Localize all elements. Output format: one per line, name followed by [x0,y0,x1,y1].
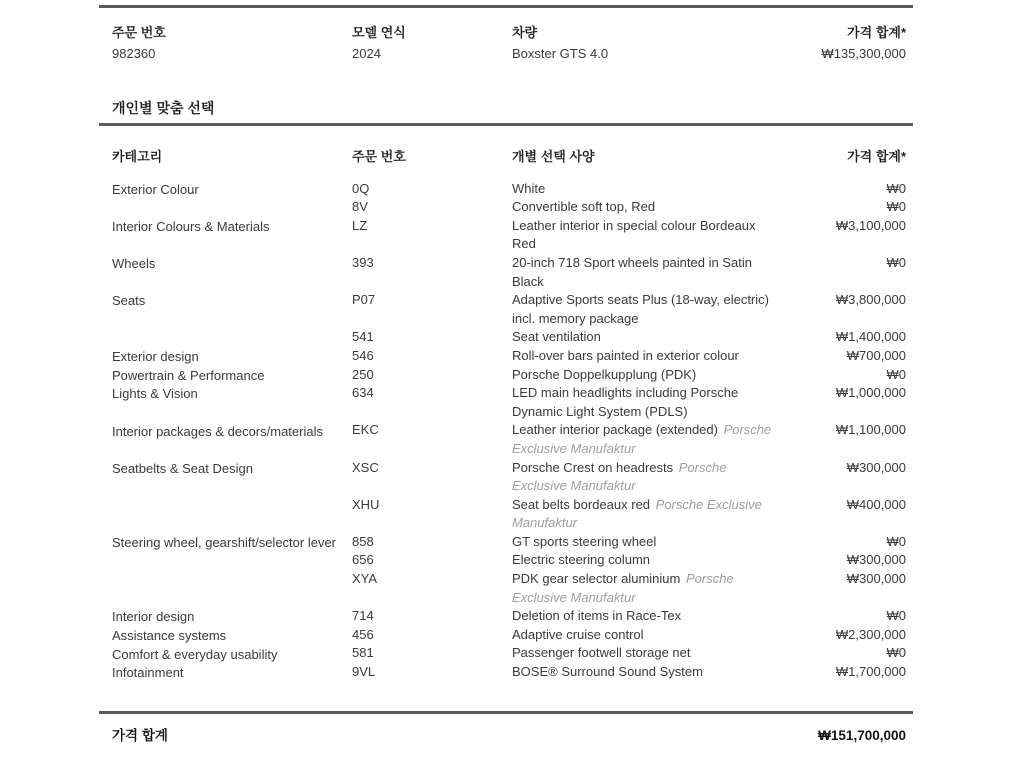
option-category: Wheels [112,256,156,272]
option-category [112,328,352,330]
option-category: Steering wheel, gearshift/selector lever [112,535,337,551]
option-category [112,551,352,553]
option-code: 541 [352,329,374,345]
option-code: XSC [352,459,379,475]
option-category [112,198,352,200]
header-total-price-value: ₩135,300,000 [821,46,906,61]
option-description: LED main headlights including Porsche Dynamic Light System (PDLS) [512,385,739,419]
option-row [112,459,906,496]
option-description: Seat ventilation [512,329,601,345]
option-description: Leather interior package (extended) Porsche Exclusive Manufaktur [512,422,772,456]
vehicle-value: Boxster GTS 4.0 [512,46,609,61]
column-header-category: 카테고리 [112,149,163,164]
option-description: PDK gear selector aluminium Porsche Exclusive Manufaktur [512,571,734,605]
option-code: 546 [352,347,374,363]
option-category: Interior Colours & Materials [112,218,270,234]
option-code: 581 [352,645,374,661]
option-row [112,570,906,607]
option-price: ₩0 [886,533,906,549]
option-code: EKC [352,422,379,438]
option-price: ₩1,400,000 [835,329,906,345]
header-field-vehicle [512,24,784,63]
model-year-value: 2024 [352,46,381,61]
option-row [112,533,906,552]
option-category: Seats [112,293,146,309]
option-code: 656 [352,552,374,568]
option-exclusive-note: Porsche Exclusive Manufaktur [512,422,772,456]
option-category: Powertrain & Performance [112,367,265,383]
column-header-order-number: 주문 번호 [352,149,406,164]
top-divider [99,5,913,8]
option-category: Interior design [112,609,195,625]
option-row [112,366,906,385]
option-description: Electric steering column [512,552,650,568]
option-code: XHU [352,496,380,512]
option-price: ₩700,000 [846,347,906,363]
option-category: Assistance systems [112,628,227,644]
option-description: Leather interior in special colour Bordeaux Red [512,217,756,252]
option-price: ₩300,000 [846,571,906,587]
option-price: ₩3,800,000 [835,292,906,308]
order-number-value: 982360 [112,46,156,61]
option-row [112,644,906,663]
option-row [112,217,906,254]
option-row [112,180,906,199]
option-code: 456 [352,626,374,642]
section-title-personal-options: 개인별 맞춤 선택 [112,100,215,116]
option-description: Porsche Crest on headrests Porsche Exclusive Manufaktur [512,459,727,494]
option-price: ₩0 [886,608,906,624]
option-row [112,626,906,645]
option-price: ₩2,300,000 [835,626,906,642]
option-price: ₩0 [886,645,906,661]
option-code: 250 [352,366,374,382]
option-category: Lights & Vision [112,386,198,402]
option-category [112,496,352,498]
option-row [112,384,906,421]
option-exclusive-note: Porsche Exclusive Manufaktur [512,496,762,531]
option-price: ₩0 [886,180,906,196]
option-row [112,347,906,366]
header-field-total-price [784,24,906,63]
option-price: ₩1,700,000 [835,664,906,680]
option-description: White [512,180,546,196]
option-code: 0Q [352,180,370,196]
option-row [112,663,906,682]
options-table-header [112,148,906,167]
vehicle-label: 차량 [512,25,538,40]
option-exclusive-note: Porsche Exclusive Manufaktur [512,459,727,494]
option-description: Seat belts bordeaux red Porsche Exclusive Manufaktur [512,496,762,531]
option-price: ₩3,100,000 [835,217,906,233]
option-description: Passenger footwell storage net [512,645,691,661]
order-header [112,24,906,63]
option-row [112,607,906,626]
price-total-row [112,727,906,745]
option-category: Comfort & everyday usability [112,646,278,662]
option-description: Adaptive cruise control [512,626,644,642]
option-code: 714 [352,608,374,624]
option-description: 20-inch 718 Sport wheels painted in Satin Black [512,254,752,289]
header-field-order-number [112,24,352,63]
option-description: Convertible soft top, Red [512,199,656,215]
option-code: 858 [352,533,374,549]
order-number-label: 주문 번호 [112,25,166,40]
column-header-price: 가격 합계* [847,149,906,164]
option-category: Infotainment [112,665,184,681]
option-row [112,198,906,217]
option-code: P07 [352,292,376,308]
model-year-label: 모델 연식 [352,25,406,40]
option-category: Exterior Colour [112,181,199,197]
option-row [112,254,906,291]
option-price: ₩1,000,000 [835,385,906,401]
header-total-price-label: 가격 합계* [847,25,906,40]
option-price: ₩300,000 [846,552,906,568]
options-table-body [112,180,906,682]
option-category: Seatbelts & Seat Design [112,460,253,476]
option-code: 9VL [352,664,376,680]
option-category: Interior packages & decors/materials [112,423,323,439]
option-code: LZ [352,217,368,233]
column-header-option: 개별 선택 사양 [512,149,595,164]
option-description: Roll-over bars painted in exterior colour [512,347,739,363]
option-price: ₩0 [886,199,906,215]
option-category: Exterior design [112,349,199,365]
option-code: XYA [352,571,378,587]
option-category [112,570,352,572]
header-field-model-year [352,24,512,63]
option-description: Deletion of items in Race-Tex [512,608,682,624]
price-total-value: ₩151,700,000 [818,727,906,743]
option-description: Porsche Doppelkupplung (PDK) [512,366,697,382]
option-exclusive-note: Porsche Exclusive Manufaktur [512,571,734,605]
option-row [112,328,906,347]
option-description: BOSE® Surround Sound System [512,664,703,680]
option-price: ₩300,000 [846,459,906,475]
price-total-label: 가격 합계 [112,727,168,743]
footer-divider [99,711,913,714]
option-description: GT sports steering wheel [512,533,657,549]
option-code: 8V [352,199,368,215]
option-description: Adaptive Sports seats Plus (18-way, electric) incl. memory package [512,292,769,326]
option-price: ₩1,100,000 [835,422,906,438]
option-row [112,496,906,533]
option-price: ₩400,000 [846,496,906,512]
option-row [112,421,906,458]
option-price: ₩0 [886,254,906,270]
option-price: ₩0 [886,366,906,382]
option-row [112,291,906,328]
option-code: 634 [352,385,374,401]
option-row [112,551,906,570]
section-divider [99,123,913,126]
option-code: 393 [352,254,374,270]
